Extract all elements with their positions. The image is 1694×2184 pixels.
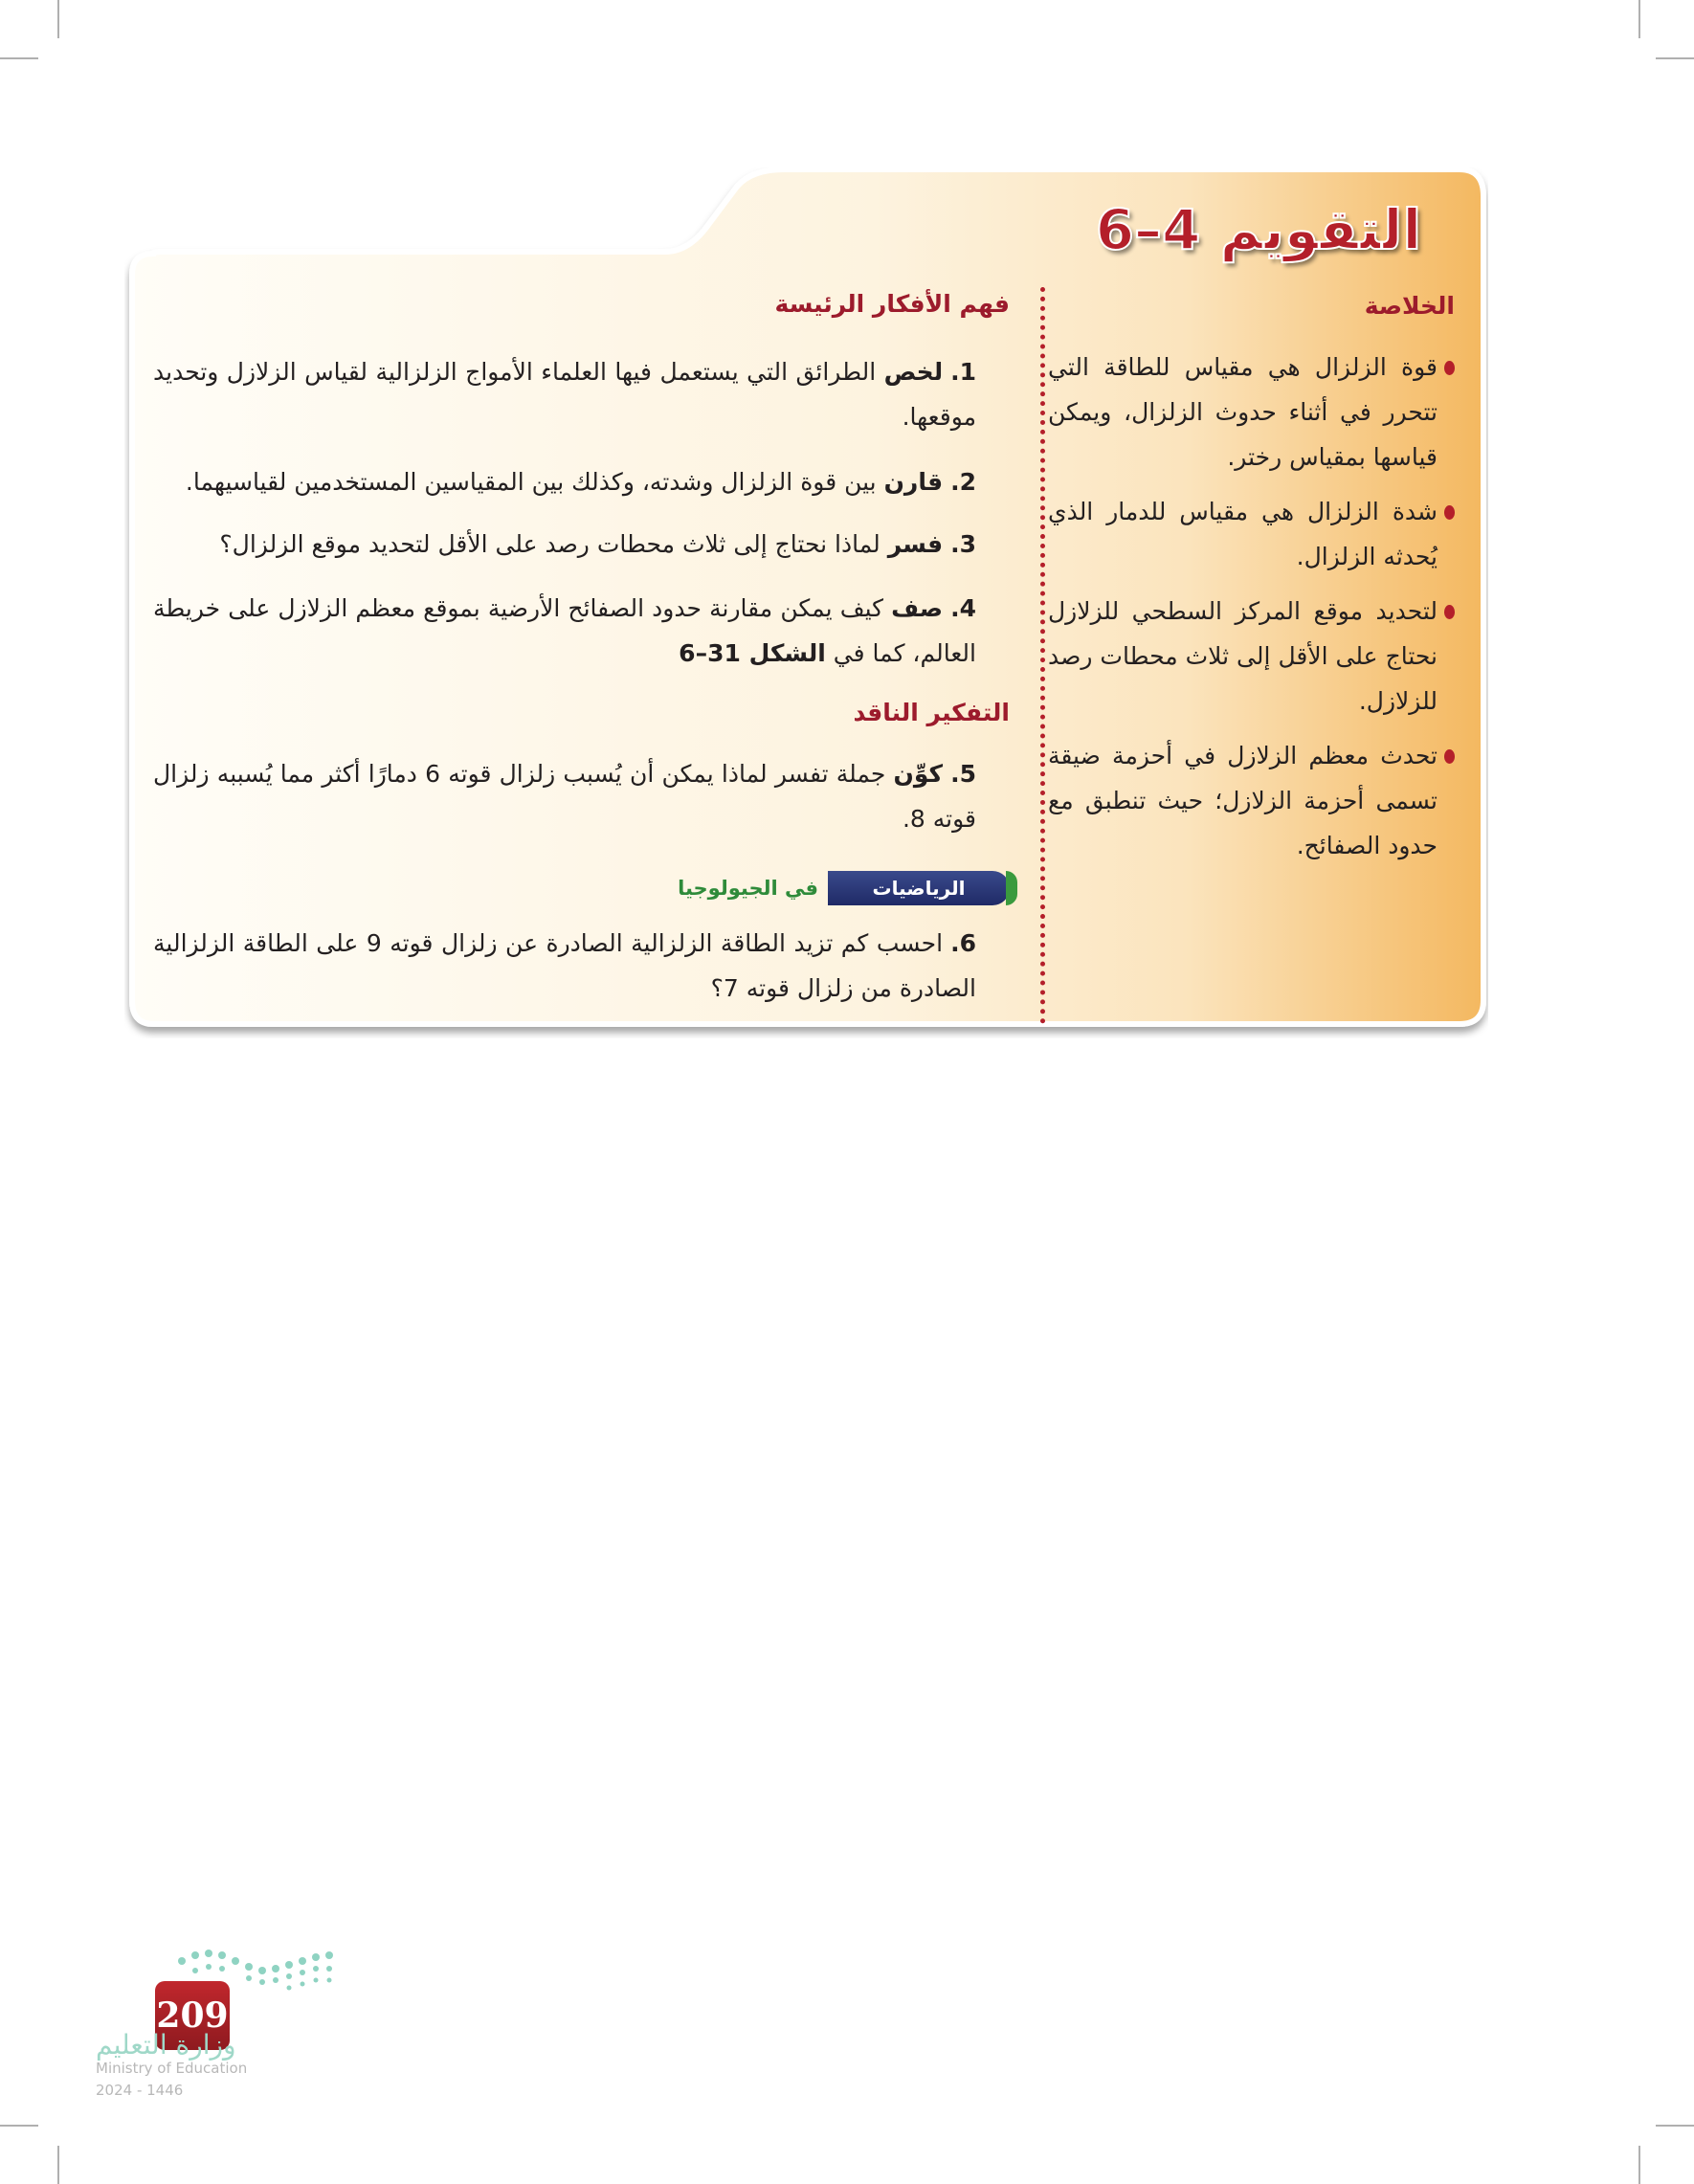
question-verb: كوِّن (893, 760, 944, 788)
summary-heading: الخلاصة (1364, 292, 1455, 320)
question-text: كيف يمكن مقارنة حدود الصفائح الأرضية بموقع معظم الزلازل على خريطة العالم، كما في (153, 594, 976, 667)
question-verb: لخص (883, 358, 944, 386)
figure-reference: الشكل 31–6 (679, 639, 826, 667)
question-verb: صف (891, 594, 944, 622)
crop-mark (1656, 2125, 1694, 2127)
math-pill (828, 871, 1010, 905)
question-text: الطرائق التي يستعمل فيها العلماء الأمواج الزلزالية لقياس الزلازل وتحديد موقعها. (153, 358, 976, 431)
critical-thinking-heading: التفكير الناقد (853, 699, 1010, 726)
edition-year: 2024 - 1446 (96, 2082, 184, 2099)
list-item (1048, 589, 1455, 724)
main-ideas-heading: فهم الأفكار الرئيسة (774, 290, 1010, 318)
math-in-geology-banner (641, 871, 1010, 905)
crop-mark (0, 2125, 38, 2127)
question-text: جملة تفسر لماذا يمكن أن يُسبب زلزال قوته 6 دمارًا أكثر مما يُسببه زلزال قوته 8. (153, 760, 976, 833)
question-text: احسب كم تزيد الطاقة الزلزالية الصادرة عن زلزال قوته 9 على الطاقة الزلزالية الصادرة من زلزال قوته 7؟ (153, 929, 976, 1002)
bullet-icon (1444, 361, 1455, 375)
ministry-name-ar: وزارة التعليم (96, 2029, 236, 2061)
question-number: 5. (950, 760, 976, 788)
crop-mark (57, 2146, 59, 2184)
geology-label: في الجيولوجيا (678, 877, 818, 900)
list-item (1048, 733, 1455, 868)
crop-mark (1638, 0, 1640, 38)
summary-text: تحدث معظم الزلازل في أحزمة ضيقة تسمى أحزمة الزلازل؛ حيث تنطبق مع حدود الصفائح. (1048, 742, 1438, 859)
crop-mark (1656, 57, 1694, 59)
question-number: 4. (950, 594, 976, 622)
question-text: لماذا نحتاج إلى ثلاث محطات رصد على الأقل لتحديد موقع الزلزال؟ (219, 530, 888, 558)
bullet-icon (1444, 749, 1455, 764)
column-divider (1040, 287, 1045, 1024)
page-number: 209 (155, 1981, 230, 2050)
question-2 (153, 459, 976, 504)
list-item (1048, 345, 1455, 479)
question-6 (153, 921, 976, 1011)
question-number: 2. (950, 468, 976, 496)
summary-list (1048, 345, 1455, 878)
question-number: 6. (950, 929, 976, 957)
section-title: التقويم 4–6 (1095, 197, 1422, 262)
summary-text: لتحديد موقع المركز السطحي للزلازل نحتاج على الأقل إلى ثلاث محطات رصد للزلازل. (1048, 597, 1438, 715)
crop-mark (57, 0, 59, 38)
bullet-icon (1444, 505, 1455, 520)
summary-text: شدة الزلزال هي مقياس للدمار الذي يُحدثه الزلزال. (1048, 498, 1438, 570)
question-4 (153, 586, 976, 676)
bullet-icon (1444, 605, 1455, 619)
question-number: 3. (950, 530, 976, 558)
question-number: 1. (950, 358, 976, 386)
question-verb: فسر (887, 530, 944, 558)
question-1 (153, 349, 976, 439)
ministry-name-en: Ministry of Education (96, 2060, 248, 2077)
summary-text: قوة الزلزال هي مقياس للطاقة التي تتحرر في أثناء حدوث الزلزال، ويمكن قياسها بمقياس رختر. (1048, 353, 1438, 471)
question-text: بين قوة الزلزال وشدته، وكذلك بين المقياسين المستخدمين لقياسيهما. (185, 468, 884, 496)
crop-mark (0, 57, 38, 59)
question-verb: قارن (883, 468, 944, 496)
list-item (1048, 489, 1455, 579)
question-3 (153, 522, 976, 567)
question-5 (153, 751, 976, 841)
math-pill-label: الرياضيات (872, 877, 966, 900)
crop-mark (1638, 2146, 1640, 2184)
